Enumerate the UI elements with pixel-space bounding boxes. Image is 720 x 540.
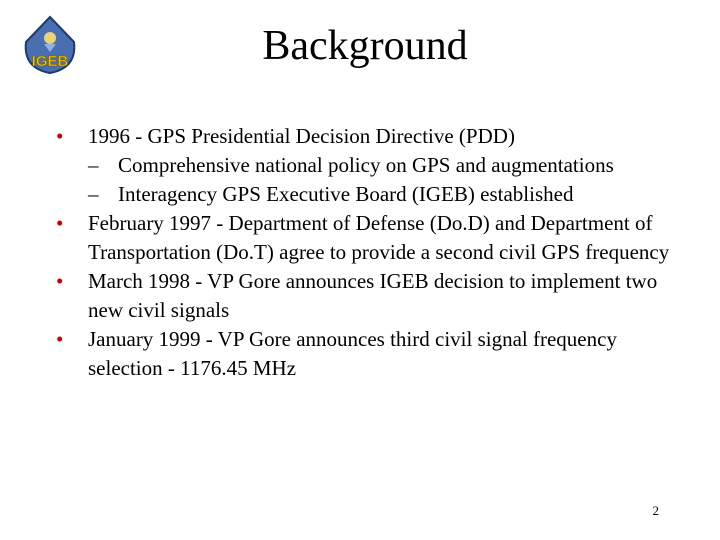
bullet-item [56,267,676,325]
bullet-text: 1996 - GPS Presidential Decision Directive (PDD) [88,124,515,148]
sub-bullet-text: Comprehensive national policy on GPS and augmentations [118,153,614,177]
slide-title: Background [262,23,468,69]
sub-bullet-item [56,151,676,180]
bullet-text: March 1998 - VP Gore announces IGEB decision to implement two new civil signals [88,269,658,322]
page-number: 2 [652,503,659,518]
logo-text: IGEB [31,53,69,70]
bullet-text: February 1997 - Department of Defense (Do.D) and Department of Transportation (Do.T) agree to provide a second civil GPS frequency [88,211,670,264]
bullet-item [56,325,676,383]
bullet-marker: • [56,269,64,293]
bullet-marker: • [56,211,64,235]
dash-marker: – [88,182,99,206]
dash-marker: – [88,153,99,177]
bullet-text: January 1999 - VP Gore announces third civil signal frequency selection - 1176.45 MHz [88,327,617,380]
bullet-marker: • [56,327,64,351]
bullet-item [56,209,676,267]
bullet-marker: • [56,124,64,148]
sub-bullet-item [56,180,676,209]
bullet-list [56,122,676,383]
bullet-item [56,122,676,151]
sub-bullet-text: Interagency GPS Executive Board (IGEB) established [118,182,574,206]
